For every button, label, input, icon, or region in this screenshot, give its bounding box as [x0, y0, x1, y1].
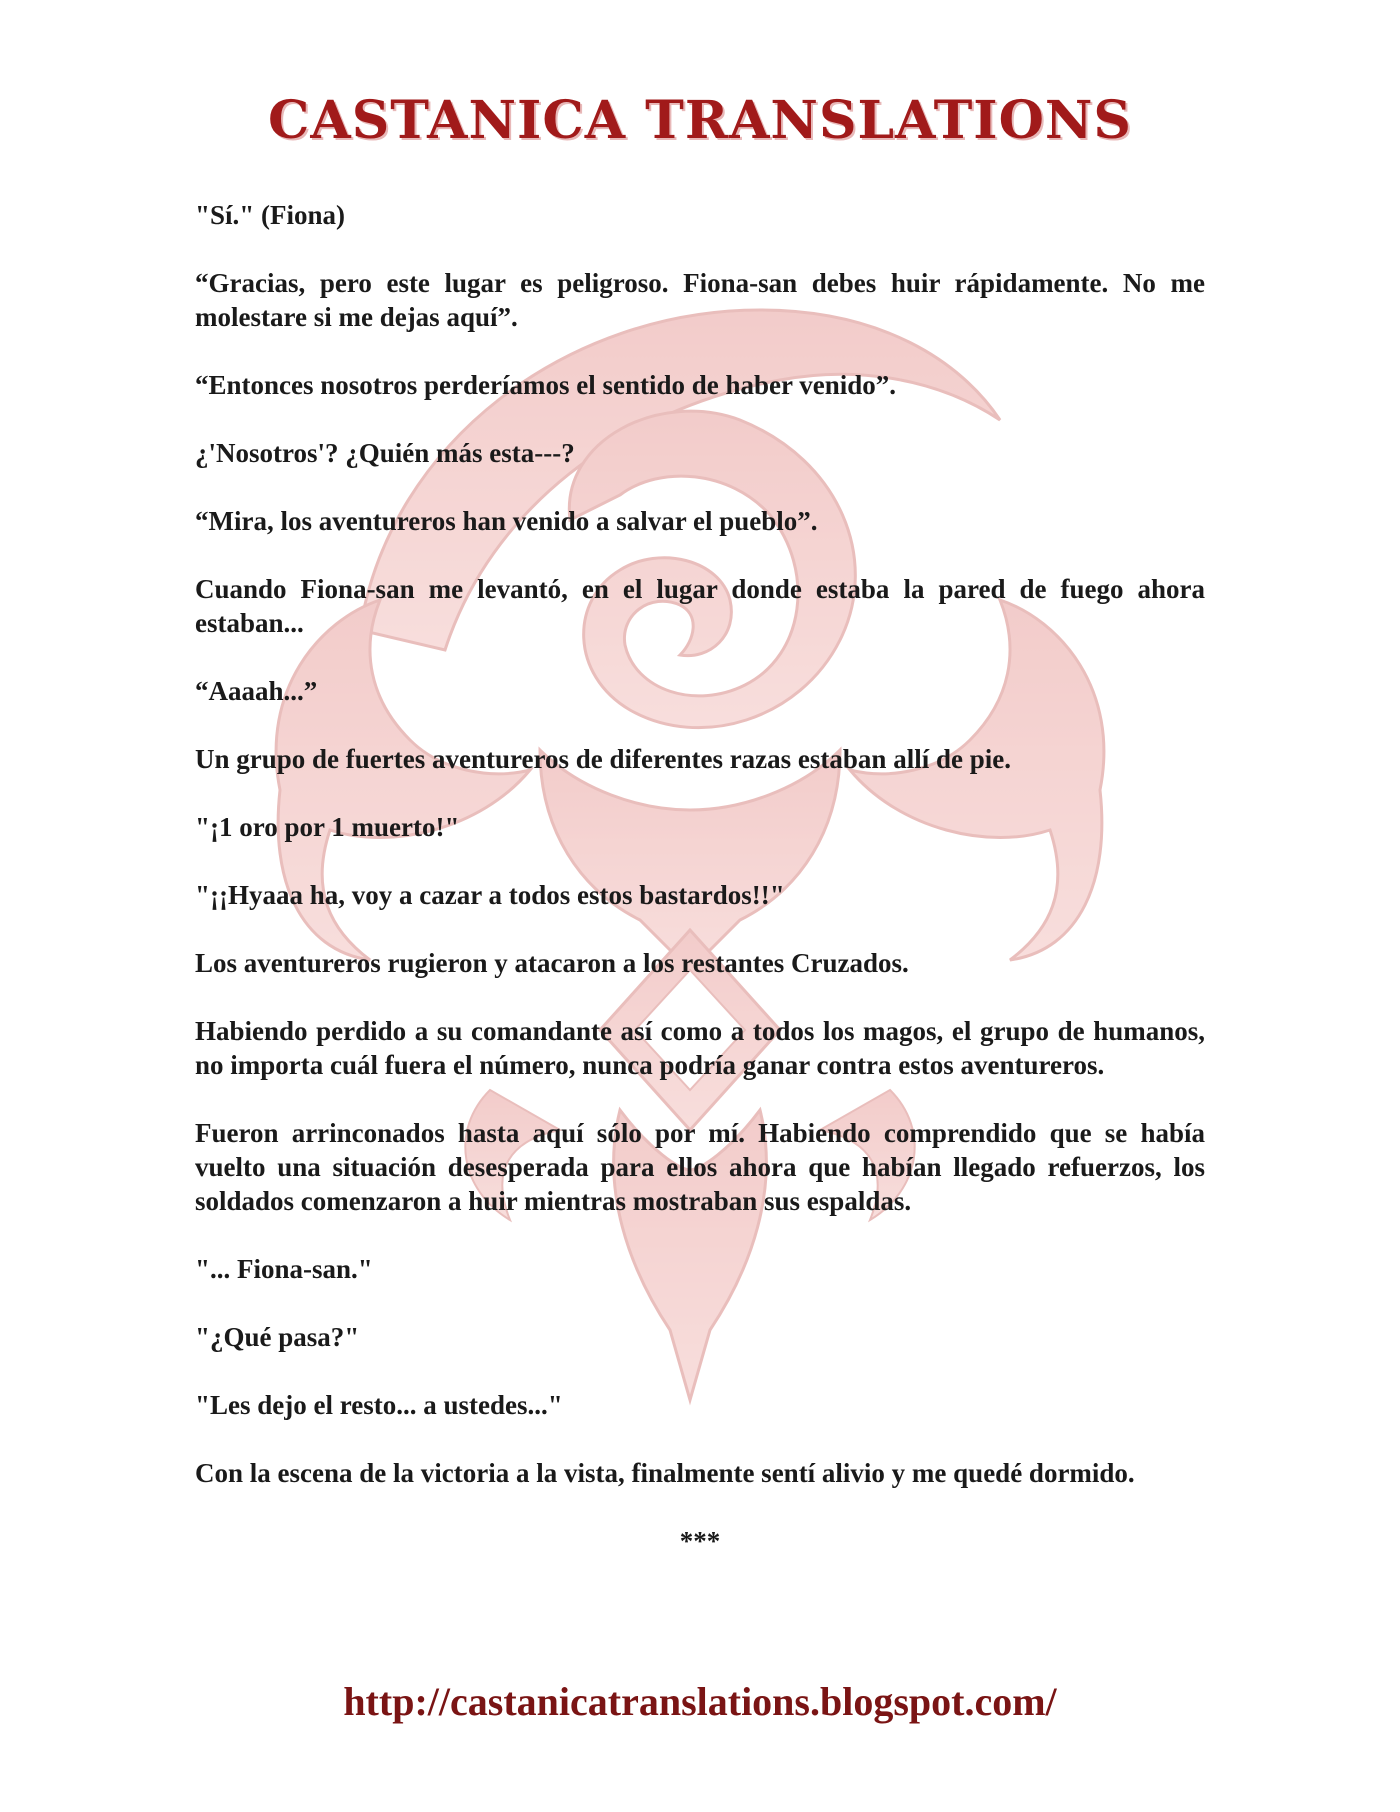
paragraph: “Entonces nosotros perderíamos el sentido de haber venido”.: [195, 370, 897, 400]
paragraph: "... Fiona-san.": [195, 1254, 373, 1284]
paragraph: Habiendo perdido a su comandante así como a todos los magos, el grupo de humanos, no importa cuál fuera el número, nunca podría ganar contra estos aventureros.: [195, 1016, 1205, 1080]
paragraph: "Sí." (Fiona): [195, 200, 345, 230]
paragraph: “Aaaah...”: [195, 676, 318, 706]
document-body: [195, 198, 1205, 1592]
paragraph: “Gracias, pero este lugar es peligroso. Fiona-san debes huir rápidamente. No me molestare si me dejas aquí”.: [195, 268, 1205, 332]
paragraph: Cuando Fiona-san me levantó, en el lugar donde estaba la pared de fuego ahora estaban...: [195, 574, 1205, 638]
page-header-title: CASTANICA TRANSLATIONS: [268, 90, 1132, 151]
paragraph: Los aventureros rugieron y atacaron a los restantes Cruzados.: [195, 948, 909, 978]
paragraph: Fueron arrinconados hasta aquí sólo por mí. Habiendo comprendido que se había vuelto una situación desesperada para ellos ahora que habían llegado refuerzos, los soldados comenzaron a huir mientras mostraban sus espaldas.: [195, 1118, 1205, 1216]
paragraph: "¡1 oro por 1 muerto!": [195, 812, 460, 842]
paragraph: “Mira, los aventureros han venido a salvar el pueblo”.: [195, 506, 818, 536]
footer-url-link[interactable]: http://castanicatranslations.blogspot.com/: [343, 1679, 1057, 1724]
paragraph: "¡¡Hyaaa ha, voy a cazar a todos estos bastardos!!": [195, 880, 785, 910]
paragraph: "¿Qué pasa?": [195, 1322, 360, 1352]
paragraph: Con la escena de la victoria a la vista, finalmente sentí alivio y me quedé dormido.: [195, 1458, 1135, 1488]
paragraph: "Les dejo el resto... a ustedes...": [195, 1390, 563, 1420]
paragraph: ¿'Nosotros'? ¿Quién más esta---?: [195, 438, 575, 468]
section-separator: ***: [679, 1526, 721, 1556]
paragraph: Un grupo de fuertes aventureros de diferentes razas estaban allí de pie.: [195, 744, 1011, 774]
